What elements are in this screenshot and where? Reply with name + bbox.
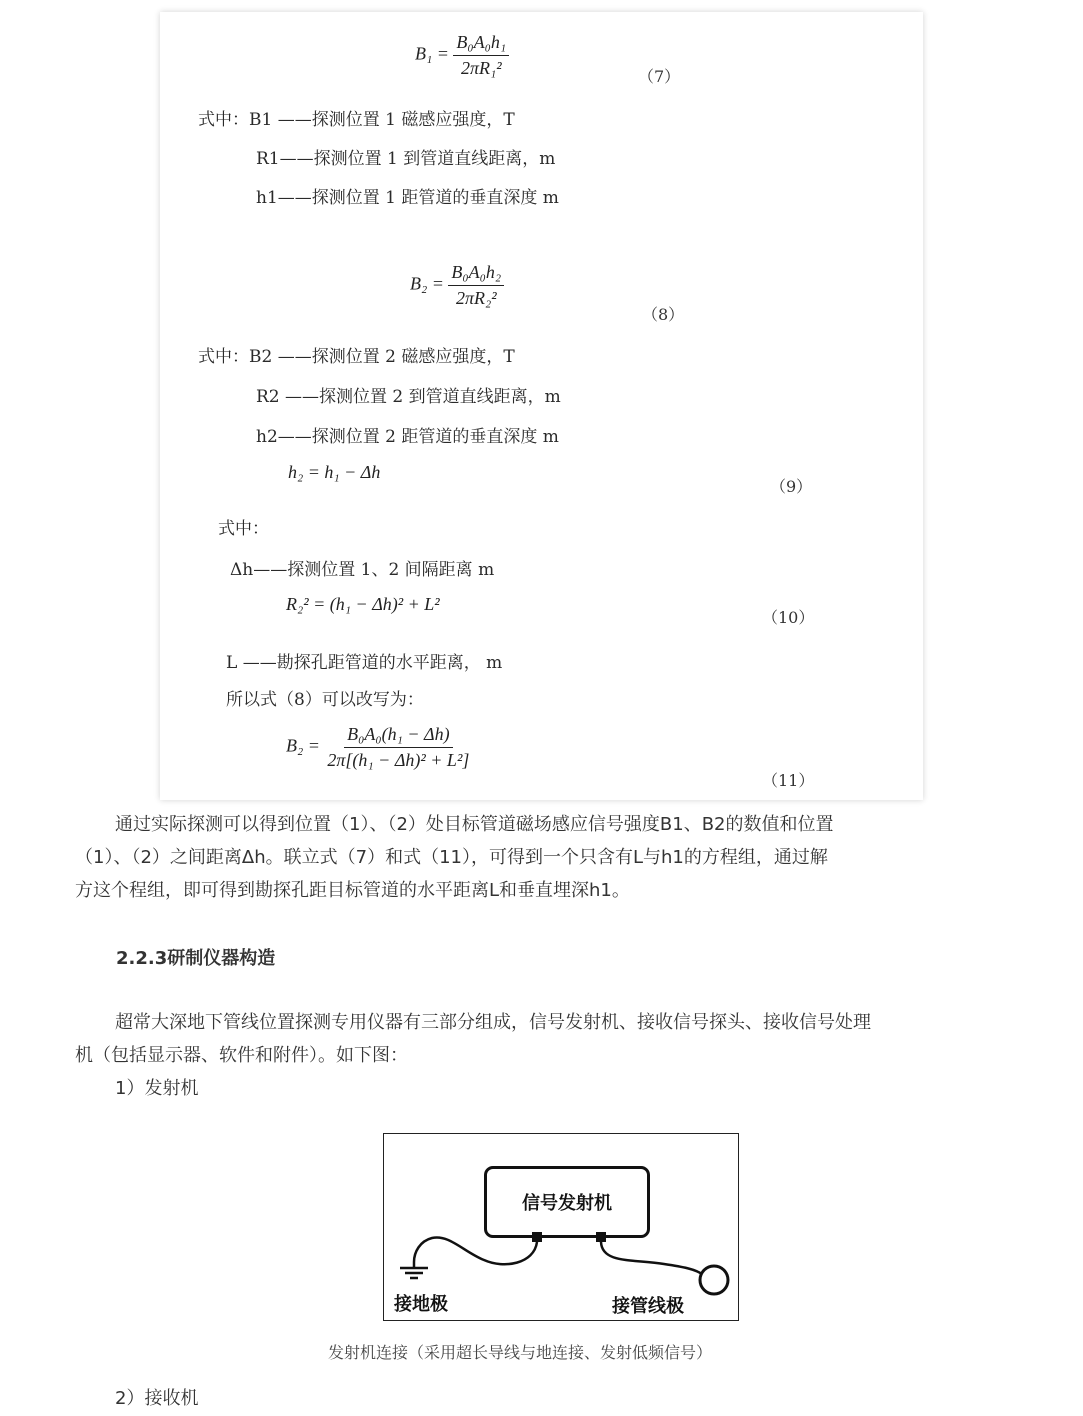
legend3-dh: Δh——探测位置 1、2 间隔距离 m [230,560,495,580]
diagram-caption: 发射机连接（采用超长导线与地连接、发射低频信号） [328,1343,713,1362]
equation-10: R₂² = (h₁ − Δh)² + L² [286,594,440,614]
list-item-1: 1）发射机 [115,1078,199,1099]
eq8-number: （8） [642,305,685,324]
paragraph-2-line-1: 超常大深地下管线位置探测专用仪器有三部分组成，信号发射机、接收信号探头、接收信号处理 [115,1012,871,1033]
eq8-denominator: 2πR₂² [455,288,497,308]
eq8-numerator: B₀A₀h₂ [448,262,504,286]
legend2-h2: h2——探测位置 2 距管道的垂直深度 m [256,427,559,447]
equation-11 [286,724,472,771]
section-heading: 2.2.3研制仪器构造 [116,948,276,969]
legend4-rewrite: 所以式（8）可以改写为： [226,690,424,710]
list-item-2-wrap [75,1382,1010,1415]
eq11-lhs: B₂ = [286,735,320,756]
legend4-L: L ——勘探孔距管道的水平距离， m [226,653,503,673]
pipe-electrode-label: 接管线极 [612,1296,684,1317]
paragraph-2 [75,1006,1010,1105]
equation-7 [415,32,509,79]
list-item-2: 2）接收机 [115,1388,199,1409]
signal-transmitter-box: 信号发射机 [484,1166,650,1238]
ground-wire [414,1237,537,1264]
eq8-lhs: B₂ = [410,273,444,294]
legend1-r1: R1——探测位置 1 到管道直线距离，m [256,149,556,169]
eq7-lhs: B₁ = [415,43,449,64]
eq7-fraction [453,32,509,79]
eq7-number: （7） [638,67,681,86]
transmitter-diagram [383,1133,739,1321]
eq11-numerator: B₀A₀(h₁ − Δh) [344,724,452,748]
formula-scan [160,12,923,800]
paragraph-2-line-2: 机（包括显示器、软件和附件）。如下图： [75,1045,408,1066]
legend2-intro: 式中：B2 ——探测位置 2 磁感应强度，T [198,347,515,367]
eq8-fraction [448,262,504,309]
pipe-wire [601,1242,702,1274]
equation-8 [410,262,504,309]
legend1-h1: h1——探测位置 1 距管道的垂直深度 m [256,188,559,208]
eq11-number: （11） [762,771,815,790]
paragraph-1-line-3: 方这个程组，即可得到勘探孔距目标管道的水平距离L和垂直埋深h1。 [75,880,630,901]
paragraph-1-line-1: 通过实际探测可以得到位置（1）、（2）处目标管道磁场感应信号强度B1、B2的数值和位置 [115,814,834,835]
paragraph-1-line-2: （1）、（2）之间距离Δh。联立式（7）和式（11），可得到一个只含有L与h1的方程组，通过解 [75,847,828,868]
eq11-fraction [324,724,472,771]
equation-9: h₂ = h₁ − Δh [288,462,381,482]
eq7-denominator: 2πR₁² [460,58,502,78]
legend2-r2: R2 ——探测位置 2 到管道直线距离，m [256,387,561,407]
eq11-denominator: 2π[(h₁ − Δh)² + L²] [327,750,470,770]
eq7-numerator: B₀A₀h₁ [453,32,509,56]
pipe-circle [700,1266,728,1294]
ground-electrode-label: 接地极 [394,1294,448,1315]
legend3-intro: 式中： [218,519,269,539]
paragraph-1 [75,808,1010,907]
eq9-number: （9） [770,477,813,496]
legend1-intro: 式中：B1 ——探测位置 1 磁感应强度，T [198,110,515,130]
eq10-number: （10） [762,608,815,627]
